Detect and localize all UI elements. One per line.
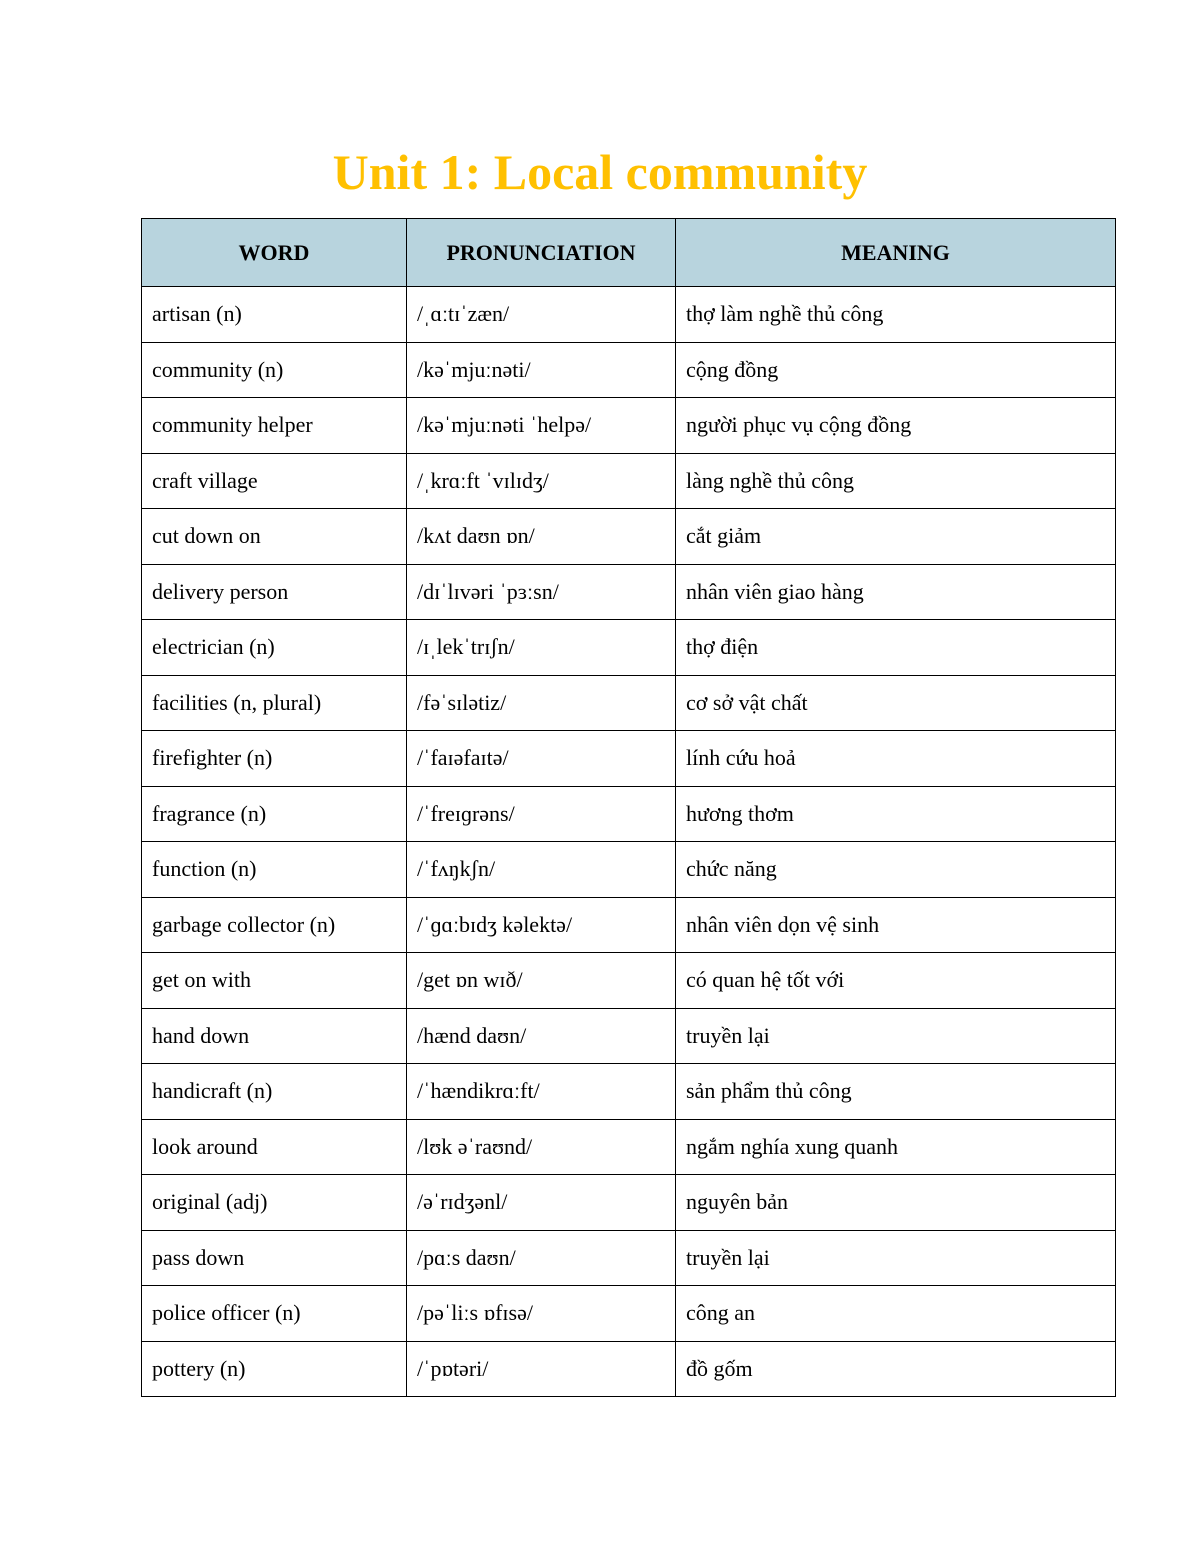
pronunciation-cell: /get ɒn wɪð/ — [407, 953, 676, 1009]
table-row — [142, 1230, 1116, 1286]
word-cell: community (n) — [142, 342, 407, 398]
pronunciation-cell: /ˈfaɪəfaɪtə/ — [407, 731, 676, 787]
table-row — [142, 842, 1116, 898]
word-cell: firefighter (n) — [142, 731, 407, 787]
pronunciation-cell: /dɪˈlɪvəri ˈpɜːsn/ — [407, 564, 676, 620]
word-cell: cut down on — [142, 509, 407, 565]
table-row — [142, 1119, 1116, 1175]
word-cell: function (n) — [142, 842, 407, 898]
meaning-cell: thợ điện — [676, 620, 1116, 676]
meaning-cell: đồ gốm — [676, 1341, 1116, 1397]
table-row — [142, 398, 1116, 454]
pronunciation-cell: /kʌt daʊn ɒn/ — [407, 509, 676, 565]
table-row — [142, 620, 1116, 676]
word-cell: get on with — [142, 953, 407, 1009]
word-cell: handicraft (n) — [142, 1064, 407, 1120]
meaning-cell: cắt giảm — [676, 509, 1116, 565]
pronunciation-cell: /ˈpɒtəri/ — [407, 1341, 676, 1397]
meaning-cell: nhân viên dọn vệ sinh — [676, 897, 1116, 953]
word-cell: community helper — [142, 398, 407, 454]
header-meaning: MEANING — [676, 219, 1116, 287]
word-cell: pass down — [142, 1230, 407, 1286]
table-row — [142, 1341, 1116, 1397]
meaning-cell: nhân viên giao hàng — [676, 564, 1116, 620]
word-cell: pottery (n) — [142, 1341, 407, 1397]
word-cell: craft village — [142, 453, 407, 509]
header-row — [142, 219, 1116, 287]
pronunciation-cell: /fəˈsɪlətiz/ — [407, 675, 676, 731]
pronunciation-cell: /hænd daʊn/ — [407, 1008, 676, 1064]
table-header — [142, 219, 1116, 287]
meaning-cell: người phục vụ cộng đồng — [676, 398, 1116, 454]
word-cell: delivery person — [142, 564, 407, 620]
pronunciation-cell: /əˈrɪdʒənl/ — [407, 1175, 676, 1231]
pronunciation-cell: /ɪˌlekˈtrɪʃn/ — [407, 620, 676, 676]
meaning-cell: thợ làm nghề thủ công — [676, 287, 1116, 343]
table-row — [142, 786, 1116, 842]
table-row — [142, 953, 1116, 1009]
word-cell: electrician (n) — [142, 620, 407, 676]
word-cell: fragrance (n) — [142, 786, 407, 842]
meaning-cell: lính cứu hoả — [676, 731, 1116, 787]
table-row — [142, 1175, 1116, 1231]
meaning-cell: sản phẩm thủ công — [676, 1064, 1116, 1120]
meaning-cell: ngắm nghía xung quanh — [676, 1119, 1116, 1175]
pronunciation-cell: /lʊk əˈraʊnd/ — [407, 1119, 676, 1175]
pronunciation-cell: /kəˈmjuːnəti/ — [407, 342, 676, 398]
pronunciation-cell: /kəˈmjuːnəti ˈhelpə/ — [407, 398, 676, 454]
header-word: WORD — [142, 219, 407, 287]
pronunciation-cell: /pɑːs daʊn/ — [407, 1230, 676, 1286]
word-cell: police officer (n) — [142, 1286, 407, 1342]
page-title: Unit 1: Local community — [332, 144, 868, 200]
table-row — [142, 564, 1116, 620]
pronunciation-cell: /ˈɡɑːbɪdʒ kəlektə/ — [407, 897, 676, 953]
meaning-cell: làng nghề thủ công — [676, 453, 1116, 509]
table-row — [142, 731, 1116, 787]
table-row — [142, 1286, 1116, 1342]
table-row — [142, 1064, 1116, 1120]
pronunciation-cell: /pəˈliːs ɒfɪsə/ — [407, 1286, 676, 1342]
table-row — [142, 509, 1116, 565]
meaning-cell: có quan hệ tốt với — [676, 953, 1116, 1009]
table-row — [142, 342, 1116, 398]
word-cell: original (adj) — [142, 1175, 407, 1231]
table-body — [142, 287, 1116, 1397]
vocabulary-table — [141, 218, 1116, 1397]
pronunciation-cell: /ˈfʌŋkʃn/ — [407, 842, 676, 898]
word-cell: hand down — [142, 1008, 407, 1064]
meaning-cell: nguyên bản — [676, 1175, 1116, 1231]
pronunciation-cell: /ˈhændikrɑːft/ — [407, 1064, 676, 1120]
word-cell: garbage collector (n) — [142, 897, 407, 953]
header-pronunciation: PRONUNCIATION — [407, 219, 676, 287]
meaning-cell: chức năng — [676, 842, 1116, 898]
meaning-cell: cộng đồng — [676, 342, 1116, 398]
table-row — [142, 897, 1116, 953]
table-row — [142, 453, 1116, 509]
word-cell: look around — [142, 1119, 407, 1175]
pronunciation-cell: /ˌkrɑːft ˈvɪlɪdʒ/ — [407, 453, 676, 509]
meaning-cell: hương thơm — [676, 786, 1116, 842]
table-row — [142, 287, 1116, 343]
meaning-cell: công an — [676, 1286, 1116, 1342]
meaning-cell: cơ sở vật chất — [676, 675, 1116, 731]
word-cell: artisan (n) — [142, 287, 407, 343]
table-row — [142, 1008, 1116, 1064]
pronunciation-cell: /ˌɑːtɪˈzæn/ — [407, 287, 676, 343]
pronunciation-cell: /ˈfreɪɡrəns/ — [407, 786, 676, 842]
word-cell: facilities (n, plural) — [142, 675, 407, 731]
meaning-cell: truyền lại — [676, 1008, 1116, 1064]
meaning-cell: truyền lại — [676, 1230, 1116, 1286]
table-row — [142, 675, 1116, 731]
